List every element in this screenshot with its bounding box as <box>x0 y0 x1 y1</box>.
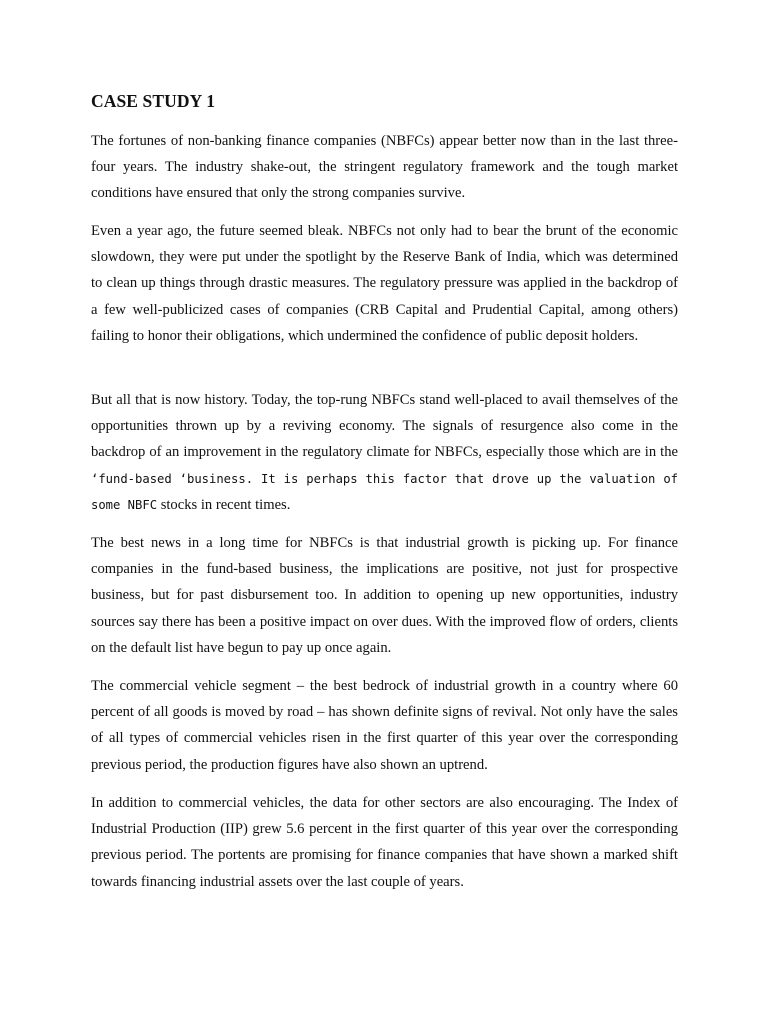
paragraph-2: Even a year ago, the future seemed bleak. NBFCs not only had to bear the brunt of the economic slowdown, they were put under the spotlight by the Reserve Bank of India, which was determined to clean up things through drastic measures. The regulatory pressure was applied in the backdrop of a few well-publicized cases of companies (CRB Capital and Prudential Capital, among others) failing to honor their obligations, which undermined the confidence of public deposit holders. <box>91 223 678 344</box>
document-title: CASE STUDY 1 <box>91 91 216 111</box>
paragraph-3-tail: stocks in recent times. <box>157 496 291 513</box>
paragraph-6: In addition to commercial vehicles, the data for other sectors are also encouraging. The Index of Industrial Production (IIP) grew 5.6 percent in the first quarter of this year over the corresponding previous period. The portents are promising for finance companies that have shown a marked shift towards financing industrial assets over the last couple of years. <box>91 795 678 890</box>
paragraph-3 <box>91 387 678 518</box>
paragraph-5: The commercial vehicle segment – the best bedrock of industrial growth in a country where 60 percent of all goods is moved by road – has shown definite signs of revival. Not only have the sales of all types of commercial vehicles risen in the first quarter of this year over the corresponding previous period, the production figures have also shown an uptrend. <box>91 678 678 773</box>
paragraph-3-lead: But all that is now history. Today, the top-rung NBFCs stand well-placed to avail themselves of the opportunities thrown up by a reviving economy. The signals of resurgence also come in the backdrop of an improvement in the regulatory climate for NBFCs, especially those which are in the <box>91 392 678 461</box>
paragraph-1: The fortunes of non-banking finance companies (NBFCs) appear better now than in the last three-four years. The industry shake-out, the stringent regulatory framework and the tough market conditions have ensured that only the strong companies survive. <box>91 133 678 202</box>
paragraph-4: The best news in a long time for NBFCs is that industrial growth is picking up. For finance companies in the fund-based business, the implications are positive, not just for prospective business, but for past disbursement too. In addition to opening up new opportunities, industry sources say there has been a positive impact on over dues. With the improved flow of orders, clients on the default list have begun to pay up once again. <box>91 535 678 656</box>
paragraph-3-monospace-run: ‘fund-based ‘business. It is perhaps this factor that drove up the valuation of some NBFC <box>91 471 678 512</box>
